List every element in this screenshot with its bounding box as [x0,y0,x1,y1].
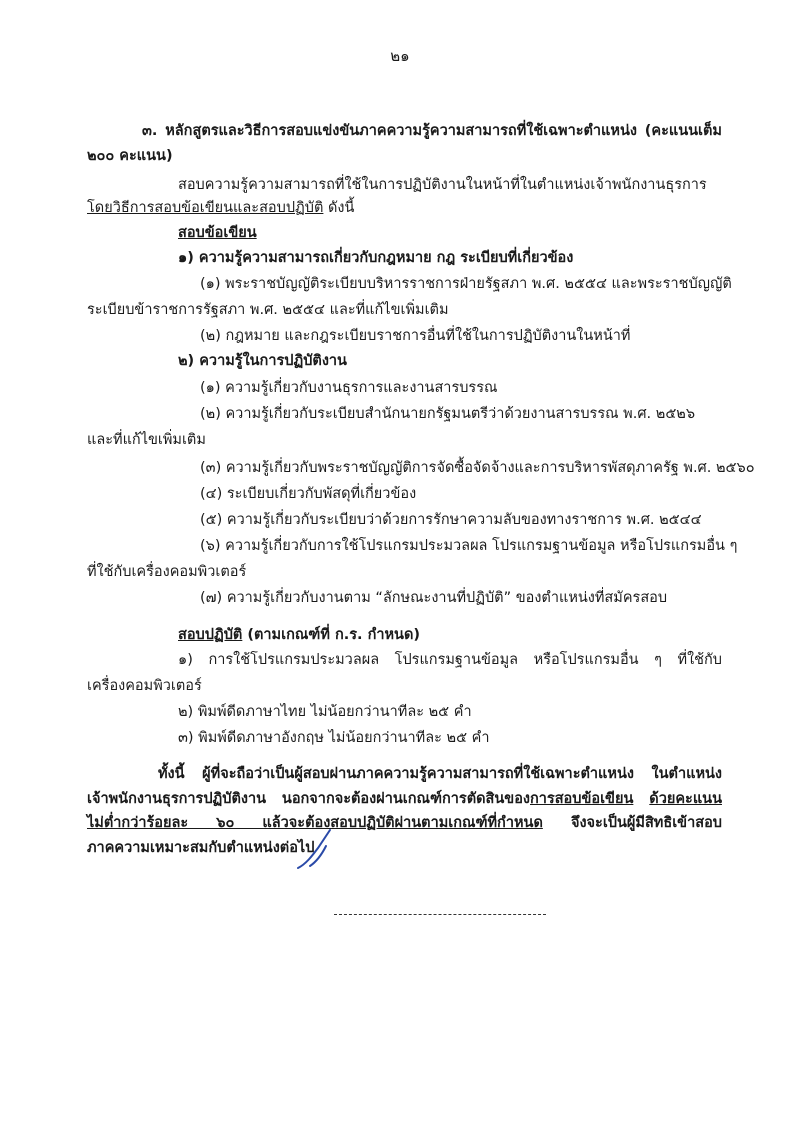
section-heading-line2: ๒๐๐ คะแนน) [87,148,173,164]
conclusion-line3 [87,813,722,833]
conclusion-line1: ทั้งนี้ ผู้ที่จะถือว่าเป็นผู้สอบผ่านภาคความรู้ความสามารถที่ใช้เฉพาะตำแหน่ง ในตำแหน่ง [158,766,722,782]
conclusion-line3-tail: จึงจะเป็นผู้มีสิทธิเข้าสอบ [542,815,722,831]
written-topic2-item6-line2: ที่ใช้กับเครื่องคอมพิวเตอร์ [87,564,247,580]
practical-exam-heading: สอบปฏิบัติ [178,627,243,643]
written-topic2-item6-line1: (๖) ความรู้เกี่ยวกับการใช้โปรแกรมประมวลผล โปรแกรมฐานข้อมูล หรือโปรแกรมอื่น ๆ [200,538,738,554]
written-topic1-item1-line1: (๑) พระราชบัญญัติระเบียบบริหารราชการฝ่ายรัฐสภา พ.ศ. ๒๕๕๔ และพระราชบัญญัติ [200,276,732,292]
intro-line2 [87,198,354,218]
conclusion-line2 [87,789,722,809]
practical-item2: ๒) พิมพ์ดีดภาษาไทย ไม่น้อยกว่านาทีละ ๒๕ คำ [178,704,472,720]
written-topic1-title: ๑) ความรู้ความสามารถเกี่ยวกับกฎหมาย กฎ ระเบียบที่เกี่ยวข้อง [178,250,574,266]
written-topic1-item1-line2: ระเบียบข้าราชการรัฐสภา พ.ศ. ๒๕๕๔ และที่แก้ไขเพิ่มเติม [87,302,449,318]
written-exam-underlined: การสอบข้อเขียน [530,791,634,807]
page-number: ๒๑ [390,47,410,65]
written-topic1-item2: (๒) กฎหมาย และกฎระเบียบราชการอื่นที่ใช้ในการปฏิบัติงานในหน้าที่ [200,328,631,344]
practical-exam-heading-tail: (ตามเกณฑ์ที่ ก.ร. กำหนด) [242,627,421,643]
signature-mark [288,826,348,876]
written-topic2-item4: (๔) ระเบียบเกี่ยวกับพัสดุที่เกี่ยวข้อง [200,486,417,502]
intro-method-underlined: โดยวิธีการสอบข้อเขียนและสอบปฏิบัติ [87,200,324,216]
closing-divider [334,914,546,915]
pass-criteria-underlined: ไม่ต่ำกว่าร้อยละ ๖๐ แล้วจะต้องสอบปฏิบัติผ่านตามเกณฑ์ที่กำหนด [87,815,543,831]
written-topic2-item7: (๗) ความรู้เกี่ยวกับงานตาม “ลักษณะงานที่ปฏิบัติ” ของตำแหน่งที่สมัครสอบ [200,590,668,606]
practical-item1-line1: ๑) การใช้โปรแกรมประมวลผล โปรแกรมฐานข้อมูล หรือโปรแกรมอื่น ๆ ที่ใช้กับ [178,652,722,668]
conclusion-space [633,791,649,807]
written-topic2-item1: (๑) ความรู้เกี่ยวกับงานธุรการและงานสารบรรณ [200,380,498,396]
written-topic2-item3: (๓) ความรู้เกี่ยวกับพระราชบัญญัติการจัดซื้อจัดจ้างและการบริหารพัสดุภาครัฐ พ.ศ. ๒๕๖๐ [200,460,755,476]
intro-tail: ดังนี้ [323,200,355,216]
practical-item3: ๓) พิมพ์ดีดภาษาอังกฤษ ไม่น้อยกว่านาทีละ ๒๕ คำ [178,730,490,746]
intro-line1: สอบความรู้ความสามารถที่ใช้ในการปฏิบัติงานในหน้าที่ในตำแหน่งเจ้าพนักงานธุรการ [178,177,707,193]
written-topic2-title: ๒) ความรู้ในการปฏิบัติงาน [178,353,347,369]
written-exam-heading: สอบข้อเขียน [178,225,257,241]
section-heading-line1: ๓. หลักสูตรและวิธีการสอบแข่งขันภาคความรู้ความสามารถที่ใช้เฉพาะตำแหน่ง (คะแนนเต็ม [142,123,722,139]
practical-exam-heading-line [178,625,420,645]
written-topic2-item2-line2: และที่แก้ไขเพิ่มเติม [87,432,206,448]
score-phrase-underlined: ด้วยคะแนน [649,791,722,807]
written-topic2-item5: (๕) ความรู้เกี่ยวกับระเบียบว่าด้วยการรักษาความลับของทางราชการ พ.ศ. ๒๕๔๔ [200,512,702,528]
conclusion-line4: ภาคความเหมาะสมกับตำแหน่งต่อไป [87,840,315,856]
practical-item1-line2: เครื่องคอมพิวเตอร์ [87,678,202,694]
conclusion-line2-text: เจ้าพนักงานธุรการปฏิบัติงาน นอกจากจะต้องผ่านเกณฑ์การตัดสินของ [87,791,530,807]
written-topic2-item2-line1: (๒) ความรู้เกี่ยวกับระเบียบสำนักนายกรัฐมนตรีว่าด้วยงานสารบรรณ พ.ศ. ๒๕๒๖ [200,406,696,422]
